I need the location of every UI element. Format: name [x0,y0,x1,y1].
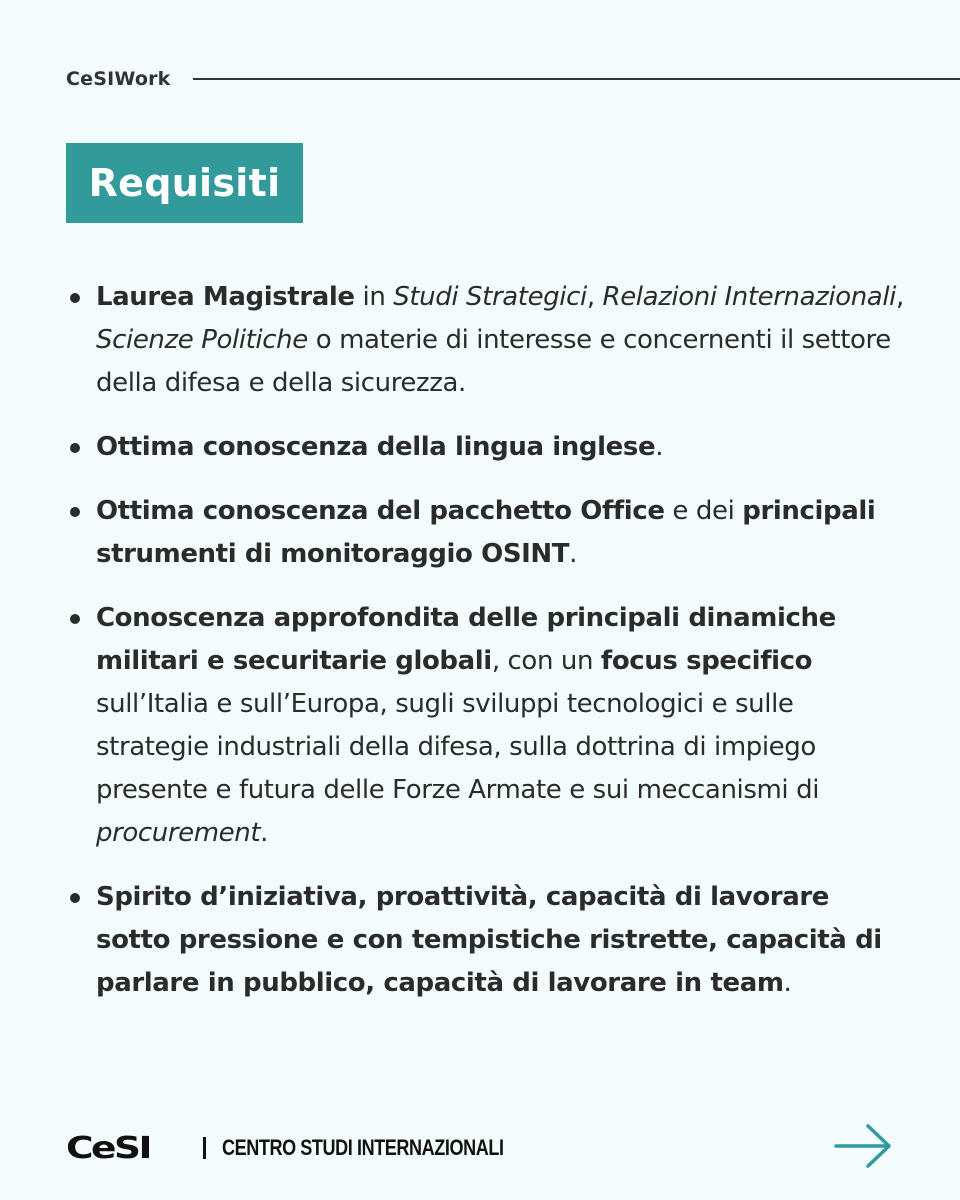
bullet-icon [70,443,80,453]
footer-separator [203,1137,206,1159]
requirement-text-segment: , [586,282,603,312]
requirement-text-segment: e dei [664,496,743,526]
requirement-text-segment: . [260,818,269,848]
requirement-text-segment: Conoscenza approfondita delle principali dinamiche militari e securitarie globali [96,603,836,676]
header-divider [193,78,960,80]
requirement-text-segment: o materie di interesse e concernenti il settore della difesa e della sicurezza. [96,325,891,398]
organization-name: CENTRO STUDI INTERNAZIONALI [222,1135,504,1160]
bullet-icon [70,893,80,903]
cesi-logo: CeSI [66,1130,150,1166]
requirement-item [70,876,905,1005]
requirement-item [70,276,905,405]
bullet-icon [70,507,80,517]
requirement-text-segment: Spirito d’iniziativa, proattività, capacità di lavorare sotto pressione e con tempistiche ristrette, capacità di parlare in pubblico, capacità di lavorare in team [96,882,882,998]
requirement-text-segment: in [354,282,394,312]
requirement-item [70,426,905,469]
requirement-text-segment: principali strumenti di monitoraggio OSINT [96,496,876,569]
requirement-text-segment: Studi Strategici [393,282,587,312]
requirement-text-segment: Ottima conoscenza del pacchetto Office [96,496,665,526]
arrow-right-icon[interactable] [834,1122,894,1170]
requirement-text-segment: focus specifico [600,646,813,676]
section-title-badge [66,143,303,223]
requirement-text-segment: , con un [491,646,601,676]
bullet-icon [70,293,80,303]
section-title: Requisiti [88,161,281,205]
requirement-text-segment: sull’Italia e sull’Europa, sugli sviluppi tecnologici e sulle strategie industriali della difesa, sulla dottrina di impiego presente e futura delle Forze Armate e sui meccanismi di [96,689,820,805]
requirement-text-segment: . [569,539,577,569]
top-bar [66,64,960,94]
requirement-item [70,490,905,576]
requirement-text-segment: Scienze Politiche [96,325,308,355]
requirement-text-segment: Relazioni Internazionali [602,282,896,312]
bullet-icon [70,614,80,624]
requirement-text-segment: , [895,282,904,312]
brand-label: CeSIWork [66,68,171,90]
requirement-text-segment: Ottima conoscenza della lingua inglese [96,432,656,462]
requirement-item [70,597,905,855]
requirement-text-segment: procurement [96,818,261,848]
requirement-text-segment: . [655,432,664,462]
requirements-list [70,276,905,1026]
requirement-text-segment: Laurea Magistrale [96,282,355,312]
footer [66,1128,894,1168]
requirement-text-segment: . [783,968,792,998]
